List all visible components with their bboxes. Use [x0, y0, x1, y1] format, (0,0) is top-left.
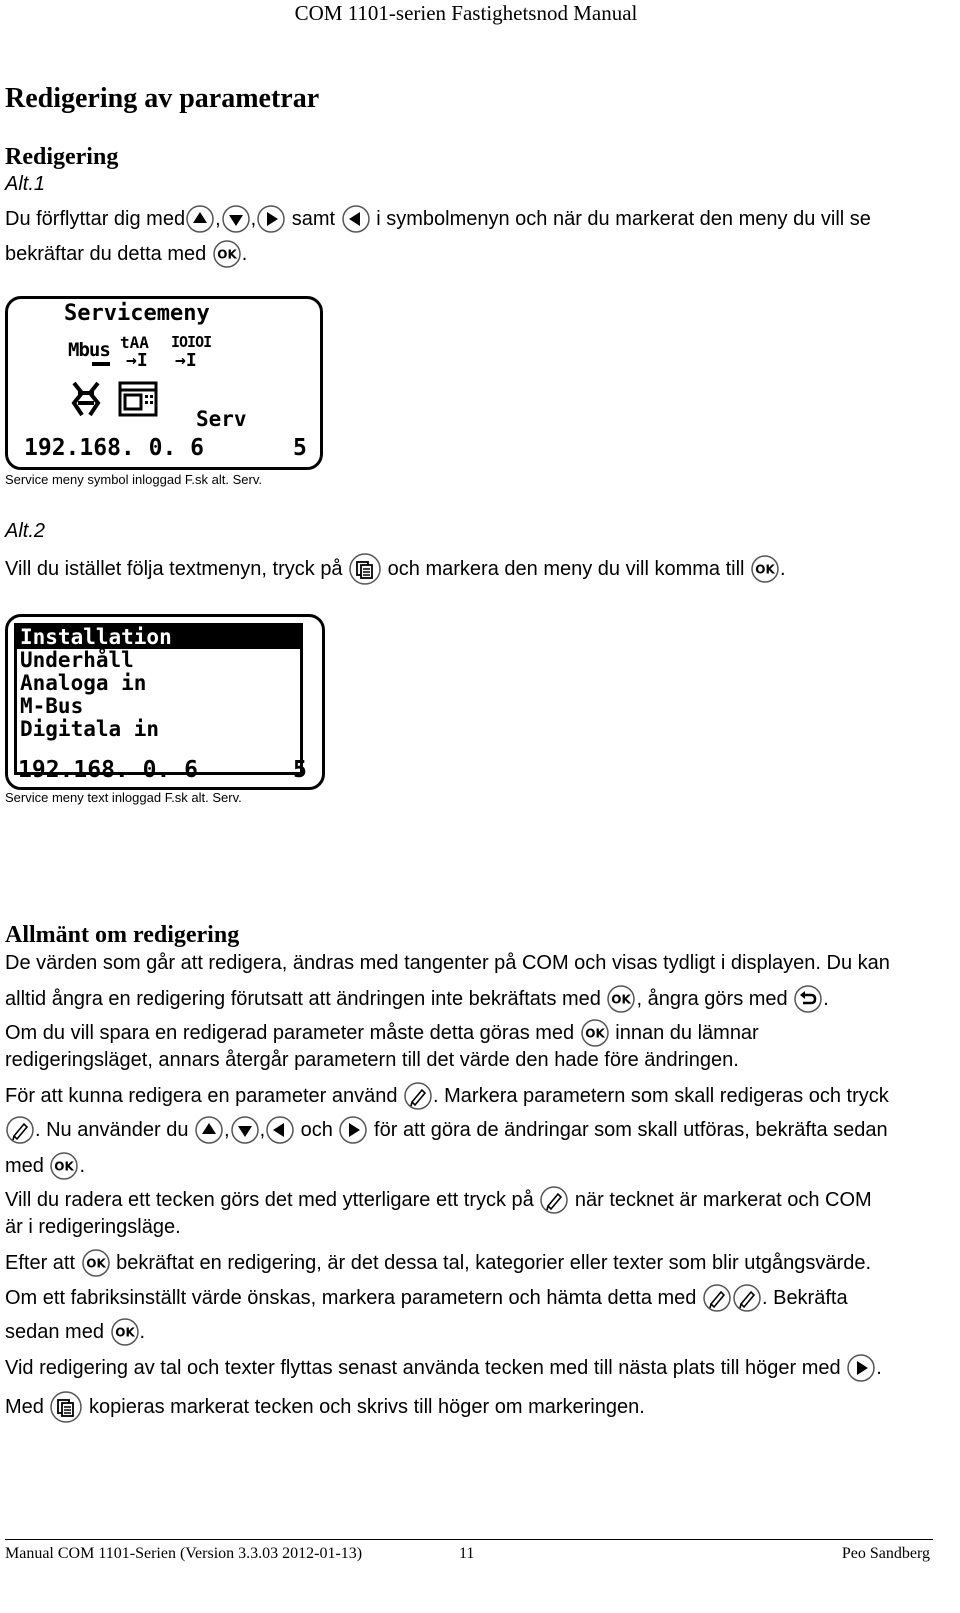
svg-text:OK: OK	[54, 1159, 75, 1174]
arrow-left-icon	[341, 204, 371, 234]
tAA-icon-label: tAA	[120, 333, 149, 352]
menu-item-mbus[interactable]: M-Bus	[20, 694, 84, 718]
text: bekräftat en redigering, är det dessa tal, kategorier eller texter som blir utgångsvärde.	[110, 1251, 871, 1274]
text: Om du vill spara en redigerad parameter måste detta göras med	[5, 1021, 580, 1044]
caption-symbol-menu: Service meny symbol inloggad F.sk alt. Serv.	[5, 472, 262, 487]
ok-icon	[606, 984, 636, 1014]
back-icon	[793, 984, 823, 1014]
para-line	[5, 1016, 759, 1050]
text: . Markera parametern som skall redigeras och tryck	[433, 1084, 889, 1107]
para-line	[5, 982, 829, 1016]
arrow-right-icon	[338, 1115, 368, 1145]
page-header: COM 1101-serien Fastighetsnod Manual	[294, 1, 638, 25]
paragraph-alt2	[5, 548, 786, 590]
menu-icon	[348, 552, 382, 586]
text: Efter att	[5, 1251, 81, 1274]
paragraph-alt1-line2	[5, 236, 247, 272]
text: Vid redigering av tal och texter flyttas senast använda tecken med till nästa plats till höger med	[5, 1356, 847, 1379]
lcd-ip-address: 192.168. 0. 6	[24, 435, 205, 461]
pencil-icon	[539, 1185, 569, 1215]
para-line	[5, 1386, 645, 1428]
text: ,	[259, 1118, 266, 1141]
text: innan du lämnar	[609, 1021, 759, 1044]
text: .	[876, 1356, 882, 1379]
lcd-text-menu	[5, 614, 325, 790]
arrow-down-icon	[221, 204, 251, 234]
text: kopieras markerat tecken och skrivs till höger om markeringen.	[83, 1395, 645, 1418]
caption-text-menu: Service meny text inloggad F.sk alt. Serv.	[5, 790, 242, 805]
text: alltid ångra en redigering förutsatt att ändringen inte bekräftats med	[5, 987, 607, 1010]
text: för att göra de ändringar som skall utföras, bekräfta sedan	[368, 1118, 888, 1141]
text: ,	[224, 1118, 230, 1141]
para-line	[5, 1078, 889, 1114]
text: . Bekräfta	[761, 1286, 848, 1309]
pencil-icon	[403, 1081, 433, 1111]
svg-text:OK: OK	[85, 1256, 106, 1271]
text: ,	[250, 207, 257, 230]
para-line	[5, 1112, 888, 1148]
footer-right: Peo Sandberg	[841, 1545, 930, 1562]
arrow-up-icon	[194, 1115, 224, 1145]
display-icon	[118, 381, 158, 422]
para-line: är i redigeringsläge.	[5, 1216, 181, 1238]
menu-item-underhall[interactable]: Underhåll	[20, 648, 134, 672]
ok-icon	[49, 1151, 79, 1181]
arrow-down-icon	[230, 1115, 260, 1145]
para-line: De värden som går att redigera, ändras med tangenter på COM och visas tydligt i displayen. Du kan	[5, 952, 890, 974]
alt2-label: Alt.2	[5, 520, 46, 542]
svg-text:OK: OK	[755, 562, 775, 577]
arrow-left-icon	[265, 1115, 295, 1145]
pencil-icon	[5, 1115, 35, 1145]
lcd-number: 5	[293, 435, 307, 461]
lcd-background-ip-partial: 192.168. 0. 6	[18, 757, 199, 783]
menu-icon	[49, 1390, 83, 1424]
para-line	[5, 1314, 145, 1350]
lcd-serv-label: Serv	[196, 407, 247, 431]
text: Med	[5, 1395, 50, 1418]
gear-icon	[68, 379, 104, 424]
arrow-up-icon	[185, 204, 215, 234]
para-line: redigeringsläget, annars återgår parametern till det värde den hade före ändringen.	[5, 1049, 739, 1071]
ok-icon	[212, 239, 242, 269]
ok-icon	[81, 1248, 111, 1278]
lcd-symbol-menu	[5, 296, 323, 470]
ok-icon	[750, 554, 780, 584]
paragraph-alt1-line1	[5, 202, 871, 236]
para-line	[5, 1280, 848, 1316]
menu-item-analoga-in[interactable]: Analoga in	[20, 671, 147, 695]
text: .	[241, 242, 248, 265]
para-line	[5, 1350, 882, 1386]
digital-io-label: IOIOI	[171, 333, 212, 351]
svg-text:OK: OK	[611, 992, 632, 1007]
arrow-in-icon: →I	[175, 350, 197, 371]
mbus-icon: Mbus	[68, 339, 110, 361]
section-heading-redigering: Redigering	[5, 144, 119, 170]
text: .	[79, 1154, 86, 1177]
text: i symbolmenyn och när du markerat den meny du vill se	[370, 207, 871, 230]
para-line	[5, 1182, 872, 1218]
text: .	[139, 1320, 146, 1343]
text: och markera den meny du vill komma till	[382, 557, 751, 580]
pencil-icon	[732, 1283, 762, 1313]
pencil-icon	[702, 1283, 732, 1313]
text: med	[5, 1154, 50, 1177]
menu-item-digitala-in[interactable]: Digitala in	[20, 717, 160, 741]
text: , ångra görs med	[636, 987, 794, 1010]
text: . Nu använder du	[35, 1118, 194, 1141]
text: och	[295, 1118, 339, 1141]
text: Vill du radera ett tecken görs det med ytterligare ett tryck på	[5, 1188, 540, 1211]
svg-text:OK: OK	[584, 1026, 605, 1041]
tAA-icon	[120, 333, 160, 373]
text: sedan med	[5, 1320, 110, 1343]
section-heading-allmant: Allmänt om redigering	[5, 922, 240, 948]
ok-icon	[580, 1018, 610, 1048]
text: samt	[286, 207, 341, 230]
footer-page-number: 11	[459, 1545, 475, 1562]
para-line	[5, 1245, 871, 1281]
ok-icon	[110, 1317, 140, 1347]
lcd-title: Servicemeny	[64, 301, 210, 326]
text: För att kunna redigera en parameter använd	[5, 1084, 404, 1107]
text: ,	[215, 207, 221, 230]
digital-io-icon	[171, 333, 215, 373]
text: när tecknet är markerat och COM	[569, 1188, 872, 1211]
footer-left: Manual COM 1101-Serien (Version 3.3.03 2012-01-13)	[5, 1545, 363, 1562]
alt1-label: Alt.1	[5, 173, 46, 195]
arrow-right-icon	[256, 204, 286, 234]
text: Du förflyttar dig med	[5, 207, 186, 230]
footer-divider	[5, 1539, 933, 1540]
text: bekräftar du detta med	[5, 242, 212, 265]
para-line	[5, 1148, 85, 1184]
text: .	[780, 557, 786, 580]
menu-list	[14, 623, 303, 775]
menu-item-installation[interactable]: Installation	[17, 626, 303, 649]
text: Vill du istället följa textmenyn, tryck på	[5, 557, 349, 580]
text: .	[823, 987, 829, 1010]
mbus-icon-underline	[92, 362, 110, 366]
arrow-in-icon: →I	[126, 350, 148, 371]
page-title: Redigering av parametrar	[5, 83, 320, 114]
arrow-right-icon	[846, 1353, 876, 1383]
svg-text:OK: OK	[217, 247, 237, 262]
lcd-number: 5	[293, 757, 307, 783]
text: Om ett fabriksinställt värde önskas, markera parametern och hämta detta med	[5, 1286, 702, 1309]
svg-text:OK: OK	[114, 1325, 135, 1340]
